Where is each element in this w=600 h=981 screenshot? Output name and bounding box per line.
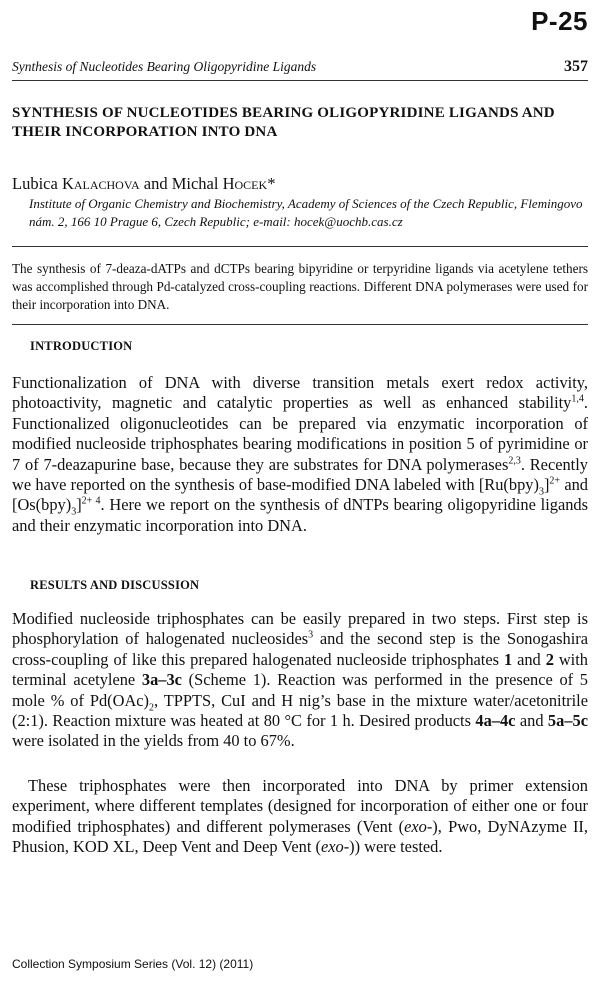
paper-title: SYNTHESIS OF NUCLEOTIDES BEARING OLIGOPYRIDINE LIGANDS AND THEIR INCORPORATION INTO DNA (12, 105, 555, 140)
compound-label: 2 (545, 649, 554, 669)
footer-citation: Collection Symposium Series (Vol. 12) (2011) (12, 957, 254, 971)
citation: 3 (308, 629, 314, 641)
results-text: )) were tested. (349, 837, 443, 857)
subscript: 3 (71, 506, 77, 518)
introduction-paragraph: Functionalization of DNA with diverse transition metals exert redox activity, photoactivity, magnetic and catalytic properties as well as enhanced stability$^{1,4}$. Functionalized oligonucleotides can be prepared via enzymatic incorporation of modified nucleoside triphosphates bearing modifications in position 5 of pyrimidine or 7 of 7-deazapurine base, because they are substrates for DNA polymerases$^{2,3}$. Recently we have reported on the synthesis of base-modified DNA labeled with $[Ru(bpy)_3]^{2+}$ and $[Os(bpy)_3]^{2+ 4}$. Here we report on the synthesis of dNTPs bearing oligopyridine ligands and their enzymatic incorporation into DNA. (12, 373, 589, 535)
superscript: 2+ 4 (81, 495, 101, 507)
italic-term: exo- (404, 816, 433, 836)
results-text: ), Pwo, DyNAzyme II, Phusion, KOD XL, Deep Vent and Deep Vent ( (12, 816, 588, 857)
author-2-family: Hocek (222, 174, 268, 193)
running-title: Synthesis of Nucleotides Bearing Oligopyridine Ligands (12, 59, 317, 74)
author-line (12, 174, 275, 194)
compound-label: 5a–5c (547, 711, 588, 731)
results-text: , TPPTS, CuI and H nig’s base in the mixture water/acetonitrile (2:1). Reaction mixture was heated at 80 °C for 1 h. Desired products (12, 690, 588, 731)
compound-label: 3a–3c (141, 670, 182, 690)
abstract: The synthesis of 7-deaza-dATPs and dCTPs bearing bipyridine or terpyridine ligands via acetylene tethers was accomplished through Pd-catalyzed cross-coupling reactions. Different DNA polymerases were used for their incorporation into DNA. (12, 261, 588, 312)
affiliation: Institute of Organic Chemistry and Biochemistry, Academy of Sciences of the Czech Republic, Flemingovo nám. 2, 166 10 Prague 6, Czech Republic; e-mail: hocek@uochb.cas.cz (29, 196, 583, 229)
compound-label: 1 (503, 649, 513, 669)
abstract-top-rule (12, 246, 588, 247)
intro-text: . Here we report on the synthesis of dNTPs bearing oligopyridine ligands and their enzymatic incorporation into DNA. (12, 495, 588, 535)
results-paragraph-2 (12, 776, 588, 858)
author-2-given: Michal (171, 174, 223, 193)
section-heading-introduction: INTRODUCTION (30, 339, 133, 353)
results-text: and the second step is the Sonogashira cross-coupling of like this prepared halogenated nucleoside triphosphates (12, 629, 588, 669)
results-text: and (515, 711, 548, 731)
results-text: and (512, 649, 546, 669)
italic-term: exo- (320, 837, 350, 857)
results-text: Modified nucleoside triphosphates can be easily prepared in two steps. First step is phosphorylation of halogenated nucleosides (12, 609, 588, 649)
intro-text: . Recently we have reported on the synthesis of base-modified DNA labeled with [Ru(bpy) (12, 454, 588, 495)
subscript: 3 (538, 486, 544, 498)
compound-label: 4a–4c (475, 711, 516, 731)
corresponding-mark: * (267, 174, 276, 193)
results-text: were isolated in the yields from 40 to 67%. (12, 731, 295, 751)
superscript: 2+ (549, 475, 561, 487)
running-header (12, 58, 588, 76)
intro-text: and [Os(bpy) (12, 475, 589, 515)
results-text: These triphosphates were then incorporated into DNA by primer extension experiment, where different templates (designed for incorporation of either one or four modified triphosphates) and different polymerases (Vent ( (12, 776, 588, 836)
results-paragraph-1 (12, 609, 588, 752)
header-rule (12, 80, 588, 81)
intro-text: Functionalization of DNA with diverse transition metals exert redox activity, photoactivity, magnetic and catalytic properties as well as enhanced stability (12, 373, 588, 413)
page-number: 357 (564, 58, 588, 75)
author-1-given: Lubica (12, 174, 62, 193)
results-text: with terminal acetylene (12, 649, 588, 690)
subscript: 2 (149, 701, 155, 713)
section-heading-results: RESULTS AND DISCUSSION (30, 578, 200, 592)
author-1-family: Kalachova (61, 174, 140, 193)
citation: 1,4 (571, 393, 584, 405)
results-text: (Scheme 1). Reaction was performed in the presence of 5 mole % of Pd(OAc) (12, 670, 588, 710)
intro-text: . Functionalized oligonucleotides can be prepared via enzymatic incorporation of modified nucleoside triphosphates bearing modifications in position 5 of pyrimidine or 7 of 7-deazapurine base, because they are substrates for DNA polymerases (12, 393, 588, 474)
abstract-bottom-rule (12, 324, 588, 325)
author-conjunction: and (139, 174, 172, 193)
poster-code: P-25 (531, 6, 588, 36)
citation: 2,3 (508, 455, 521, 467)
